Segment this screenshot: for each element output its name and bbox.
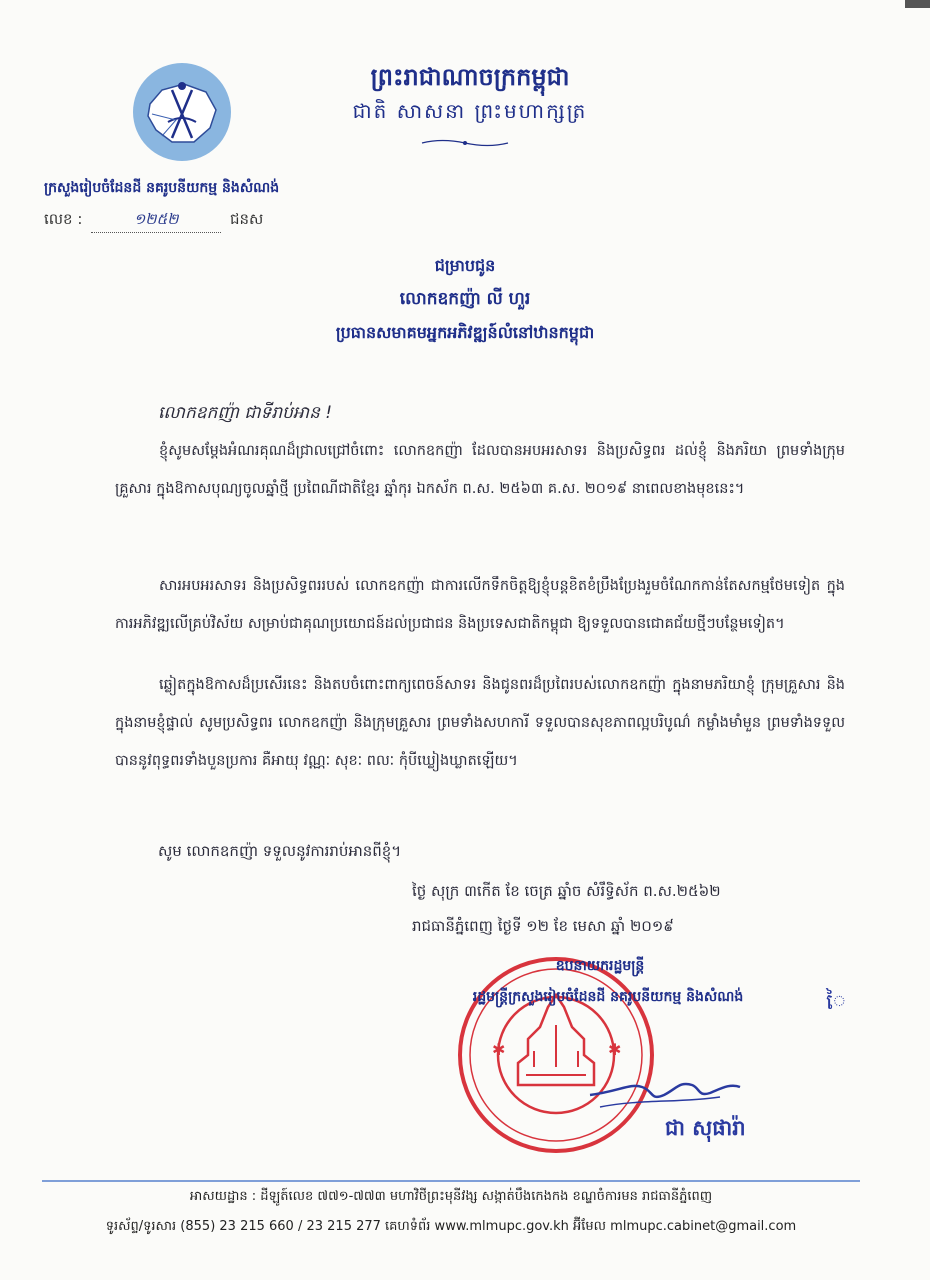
kingdom-title: ព្រះរាជាណាចក្រកម្ពុជា [370, 63, 570, 91]
svg-text:✱: ✱ [608, 1040, 622, 1059]
side-mark: ៃ [826, 990, 846, 1015]
footer-address: អាសយដ្ឋាន : ដីឡូត៍លេខ ៧៧១-៧៧៣ មហាវិថីព្រះមុនីវង្ស សង្កាត់បឹងកេងកង ខណ្ឌចំការមន រាជធានីភ្នំពេញ [189, 1189, 713, 1204]
scan-edge-mark [905, 0, 930, 8]
signer-name: ជា សុផារ៉ា [665, 1116, 746, 1140]
national-motto: ជាតិ សាសនា ព្រះមហាក្សត្រ [352, 99, 588, 123]
body-paragraph-2 [115, 567, 845, 643]
salutation: លោកឧកញ៉ា ជាទីរាប់អាន ! [158, 403, 333, 423]
solar-date: រាជធានីភ្នំពេញ ថ្ងៃទី ១២ ខែ មេសា ឆ្នាំ ២០១៩ [412, 917, 674, 935]
recipient-name: លោកឧកញ៉ា លី ហួរ [399, 289, 531, 309]
ornament-divider-icon [420, 138, 510, 148]
reference-number: ១២៥២ [91, 210, 221, 233]
footer-divider [42, 1180, 860, 1182]
footer-contact: ទូរស័ព្ទ/ទូរសារ (855) 23 215 660 / 23 215 277 គេហទំព័រ www.mlmupc.gov.kh អ៊ីមែល mlmupc.cabinet@gmail.com [105, 1219, 797, 1234]
recipient-title: ប្រធានសមាគមអ្នកអភិវឌ្ឍន៍លំនៅឋានកម្ពុជា [335, 323, 595, 342]
svg-text:✱: ✱ [492, 1040, 506, 1059]
closing-line: សូម លោកឧកញ៉ា ទទួលនូវការរាប់អានពីខ្ញុំ។ [158, 842, 402, 860]
lunar-date: ថ្ងៃ សុក្រ ៣កើត ខែ ចេត្រ ឆ្នាំច សំរឹទ្ធិស័ក ព.ស.២៥៦២ [412, 882, 721, 900]
body-paragraph-1 [115, 432, 845, 508]
reference-prefix: លេខ : [44, 210, 83, 228]
body-paragraph-3 [115, 666, 845, 780]
deputy-prime-minister-label: ឧបនាយករដ្ឋមន្ត្រី [555, 958, 645, 974]
respect-phrase: ជម្រាបជូន [434, 256, 496, 275]
ministry-name: ក្រសួងរៀបចំដែនដី នគរូបនីយកម្ម និងសំណង់ [44, 180, 280, 196]
reference-suffix: ជនស [229, 210, 264, 228]
minister-title: រដ្ឋមន្ត្រីក្រសួងរៀបចំដែនដី នគរូបនីយកម្ម និងសំណង់ [472, 989, 744, 1005]
paragraph-2-text: សារអបអរសាទរ និងប្រសិទ្ធពររបស់ លោកឧកញ៉ា ជាការលើកទឹកចិត្តឱ្យខ្ញុំបន្តខិតខំប្រឹងប្រែងរួមចំណែកកាន់តែសកម្មថែមទៀត ក្នុងការអភិវឌ្ឍលើគ្រប់វិស័យ សម្រាប់ជាគុណប្រយោជន៍ដល់ប្រជាជន និងប្រទេសជាតិកម្ពុជា ឱ្យទទួលបានជោគជ័យថ្មីៗបន្ថែមទៀត។ [115, 578, 845, 632]
paragraph-1-text: ខ្ញុំសូមសម្តែងអំណរគុណដ៏ជ្រាលជ្រៅចំពោះ លោកឧកញ៉ា ដែលបានអបអរសាទរ និងប្រសិទ្ធពរ ដល់ខ្ញុំ និងភរិយា ព្រមទាំងក្រុមគ្រួសារ ក្នុងឱកាសបុណ្យចូលឆ្នាំថ្មី ប្រពៃណីជាតិខ្មែរ ឆ្នាំកុរ ឯកស័ក ព.ស. ២៥៦៣ គ.ស. ២០១៩ នាពេលខាងមុខនេះ។ [115, 443, 845, 497]
reference-number-row [44, 210, 344, 233]
ministry-logo-icon [132, 62, 232, 162]
paragraph-3-text: ឆ្លៀតក្នុងឱកាសដ៏ប្រសើរនេះ និងតបចំពោះពាក្យពេចន៍សាទរ និងជូនពរដ៏ប្រពៃរបស់លោកឧកញ៉ា ក្នុងនាមភរិយាខ្ញុំ ក្រុមគ្រួសារ និងក្នុងនាមខ្ញុំផ្ទាល់ សូមប្រសិទ្ធពរ លោកឧកញ៉ា និងក្រុមគ្រួសារ ព្រមទាំងសហការី ទទួលបានសុខភាពល្អបរិបូណ៌ កម្លាំងមាំមួន ព្រមទាំងទទួលបាននូវពុទ្ធពរទាំងបួនប្រការ គឺអាយុ វណ្ណៈ សុខៈ ពលៈ កុំបីឃ្លៀងឃ្លាតឡើយ។ [115, 677, 845, 769]
